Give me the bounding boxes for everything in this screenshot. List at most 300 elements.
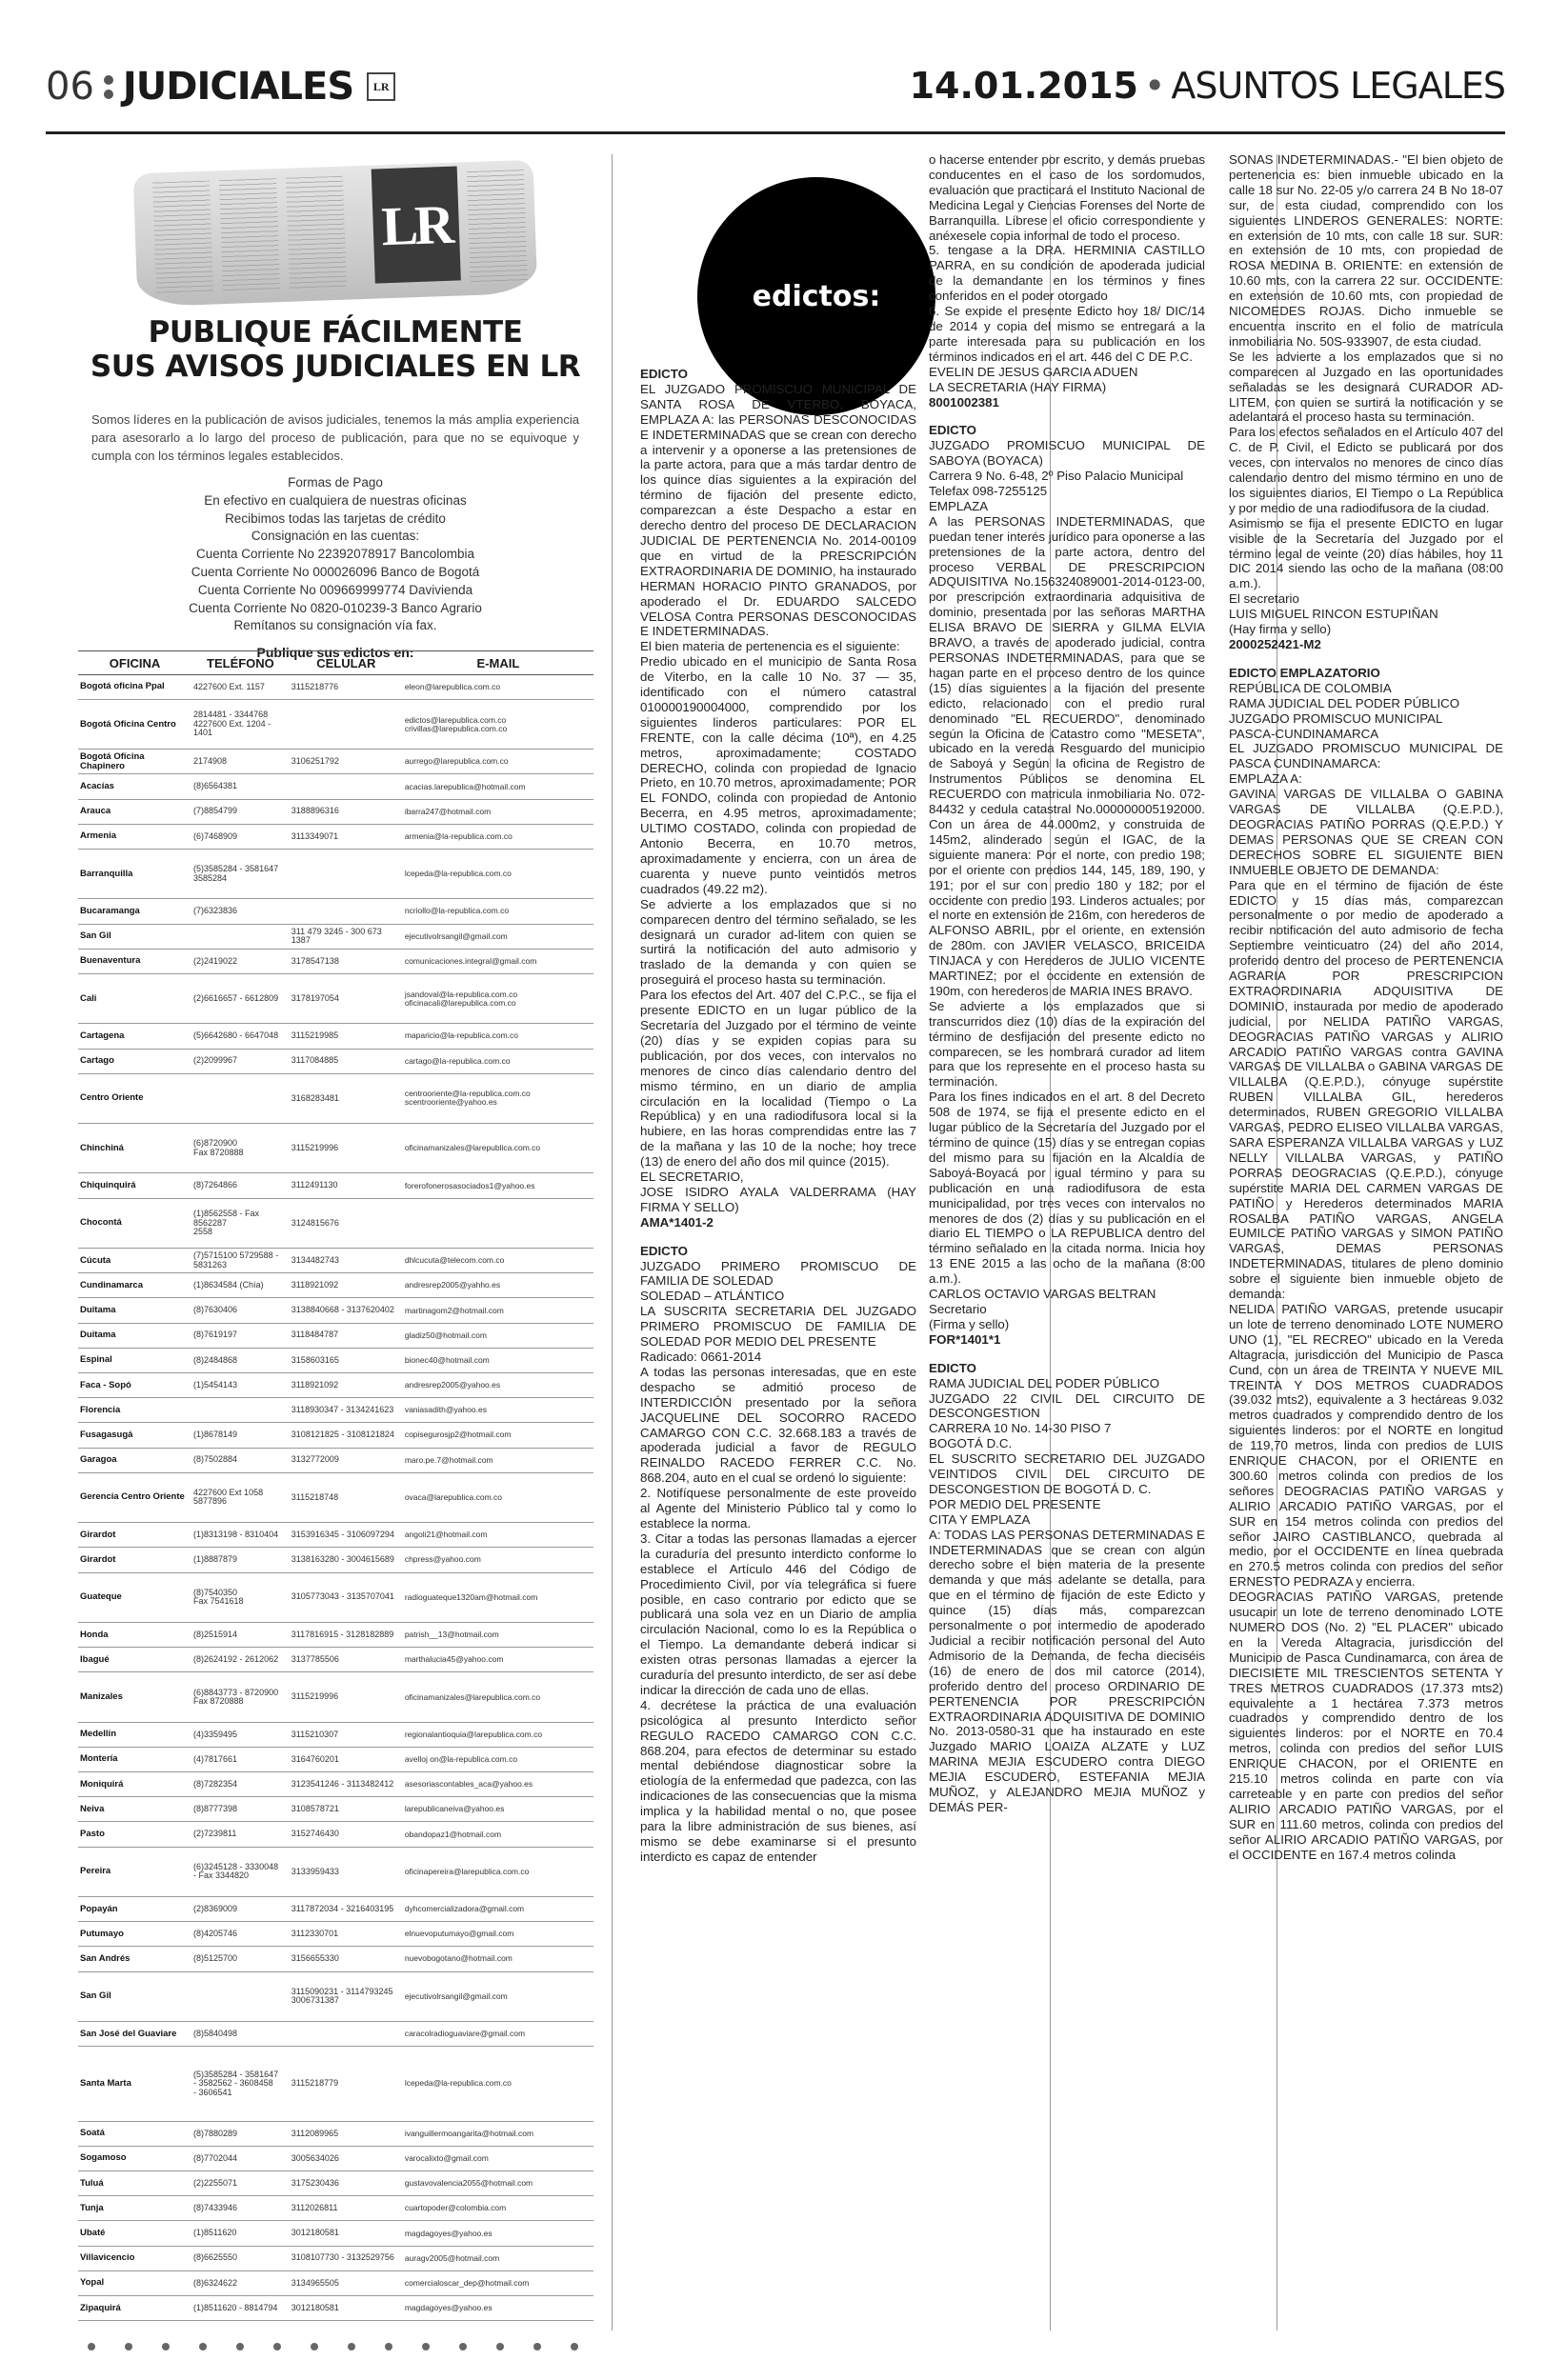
office-name: Duitama: [78, 1298, 191, 1323]
table-row: [78, 1847, 593, 1896]
email: [403, 1198, 593, 1248]
office-name: Cúcuta: [78, 1249, 191, 1273]
email: maro.pe.7@hotmail.com: [403, 1448, 593, 1472]
phone: (8)7433946: [191, 2196, 290, 2221]
edicto-heading: EDICTO EMPLAZATORIO: [1229, 665, 1380, 680]
edicto-paragraph: RAMA JUDICIAL DEL PODER PÚBLICO: [1229, 695, 1460, 710]
edicto-paragraph: Radicado: 0661-2014: [640, 1350, 762, 1364]
table-row: [78, 1672, 593, 1722]
phone: (1)5454143: [191, 1372, 290, 1397]
table-row: [78, 2146, 593, 2170]
header-date-area: [910, 65, 1505, 107]
table-row: [78, 1472, 593, 1522]
table-row: [78, 1448, 593, 1472]
edictos-badge: edictos:: [697, 177, 935, 415]
email: vaniasadith@yahoo.es: [403, 1398, 593, 1423]
mobile: 3156655330: [290, 1947, 403, 1971]
office-name: Soatá: [78, 2121, 191, 2146]
lr-logo-icon: LR: [367, 72, 395, 101]
email: ivanguillermoangarita@hotmail.com: [403, 2121, 593, 2146]
table-row: [78, 1273, 593, 1298]
office-name: Florencia: [78, 1398, 191, 1423]
phone: (8)6324622: [191, 2270, 290, 2295]
phone: (8)5125700: [191, 1947, 290, 1971]
mobile: 3175230436: [290, 2171, 403, 2196]
table-row: [78, 824, 593, 849]
mobile: 3112089965: [290, 2121, 403, 2146]
table-row: [78, 1423, 593, 1448]
mobile: 3115219996: [290, 1124, 403, 1173]
table-row: [78, 1024, 593, 1049]
edicto-paragraph: JUZGADO PRIMERO PROMISCUO DE FAMILIA DE SOLEDAD: [640, 1258, 916, 1289]
email: gustavovalencia2055@hotmail.com: [403, 2171, 593, 2196]
edicto-paragraph: Para que en el término de fijación de éste EDICTO y 15 días más, comparezcan personalmente o por medio de apoderado a recibir notificación del auto admisorio de fecha Septiembre veinticuatro (24) del año 2014, proferido dentro del proceso de PERTENENCIA AGRARIA POR PRESCRIPCION EXTRAORDINARIA ADQUISITIVA DE DOMINIO, instaurada por medio de apoderado judicial, por NELIDA PATIÑO VARGAS, DEOGRACIAS PATIÑO VARGAS y ALIRIO ARCADIO PATIÑO VARGAS contra GAVINA VARGAS DE VILLALBA o GABINA VARGAS DE VILLALBA (Q.E.P.D.), cónyuge supérstite RUBEN VILLALBA GIL, herederos determinados, RUBEN GREGORIO VILLALBA VARGAS, PEDRO ELISEO VILLALBA VARGAS, SARA ESPERANZA VILLALBA VARGAS y LUZ NELLY VILLALBA VARGAS, y PATIÑO PORRAS DEOGRACIAS (Q.E.P.D.), cónyuge supérstite MARIA DEL CARMEN VARGAS DE PATIÑO y Herederos determinados MARIA ROSALBA PATIÑO VARGAS, ANGELA EUMILCE PATIÑO VARGAS y SIMON PATIÑO VARGAS, DEMAS PERSONAS INDETERMINADAS, titulares de pleno dominio sobre el siguiente bien inmueble objeto de demanda:: [1229, 877, 1503, 1302]
office-name: San Andrés: [78, 1947, 191, 1971]
email: cuartopoder@colombia.com: [403, 2196, 593, 2221]
mobile: 3115090231 - 3114793245 3006731387: [290, 1971, 403, 2021]
phone: (2)8369009: [191, 1896, 290, 1921]
table-row: [78, 973, 593, 1023]
advertisement: [78, 167, 593, 660]
phone: (4)3359495: [191, 1722, 290, 1747]
office-name: Arauca: [78, 799, 191, 824]
mobile: 3117084885: [290, 1049, 403, 1073]
table-row: [78, 2171, 593, 2196]
payment-line: Cuenta Corriente No 009669999774 Davivienda: [197, 582, 473, 597]
office-name: San Gil: [78, 924, 191, 949]
email: nuevobogotano@hotmail.com: [403, 1947, 593, 1971]
edicto-paragraph: BOGOTÁ D.C.: [929, 1436, 1013, 1451]
edicto-paragraph: NELIDA PATIÑO VARGAS, pretende usucapir un lote de terreno denominado LOTE NUMERO UNO (1), "EL RECREO" ubicado en la Vereda Altagracia, jurisdicción del Municipio de Pasca Cund, con un área de TREINTA Y NUEVE MIL TREINTA Y DOS METROS CUADRADOS (39.032 mts2), equivalente a 3 hectáreas 9.032 metros cuadrados y comprendido dentro de los siguientes linderos: por el NORTE en longitud de 119,70 metros, linda con predios de LUIS ENRIQUE CHACON, por el ORIENTE en 300.60 metros colinda con predios de los señores DEOGRACIAS PATIÑO VARGAS y ALIRIO ARCADIO PATIÑO VARGAS, por el SUR en 154 metros colinda con predios del señor JAIRO CASTIBLANCO, quebrada al medio, por el OCCIDENTE en línea quebrada en 270.5 metros colinda con predios del señor ERNESTO PEDRAZA y encierra.: [1229, 1301, 1503, 1590]
phone: (2)7239811: [191, 1822, 290, 1847]
bullet-separator: •: [1143, 65, 1166, 107]
payment-line: Cuenta Corriente No 22392078917 Bancolombia: [196, 547, 474, 562]
phone: (8)7880289: [191, 2121, 290, 2146]
email: oficinamanizales@larepublica.com.co: [403, 1672, 593, 1722]
mobile: 3138840668 - 3137620402: [290, 1298, 403, 1323]
edicto-paragraph: RAMA JUDICIAL DEL PODER PÚBLICO: [929, 1375, 1160, 1390]
email: magdagoyes@yahoo.es: [403, 2221, 593, 2246]
mobile: 3134482743: [290, 1249, 403, 1273]
phone: (2)2099967: [191, 1049, 290, 1073]
phone: (8)2624192 - 2612062: [191, 1648, 290, 1672]
mobile: 3115219996: [290, 1672, 403, 1722]
table-row: [78, 924, 593, 949]
newspaper-illustration: [133, 160, 538, 308]
edicto-paragraph: El secretario: [1229, 591, 1299, 607]
email: obandopaz1@hotmail.com: [403, 1822, 593, 1847]
email: avelloj on@la-republica.com.co: [403, 1747, 593, 1771]
edicto-paragraph: JUZGADO PROMISCUO MUNICIPAL DE SABOYA (BOYACA): [929, 438, 1205, 469]
edicto-paragraph: CARRERA 10 No. 14-30 PISO 7: [929, 1421, 1112, 1436]
table-row: [78, 2221, 593, 2246]
phone: [191, 1073, 290, 1123]
table-row: [78, 1548, 593, 1572]
email: cartago@la-republica.com.co: [403, 1049, 593, 1073]
phone: (1)8634584 (Chía): [191, 1273, 290, 1298]
payment-line: Recibimos todas las tarjetas de crédito: [225, 510, 446, 526]
table-row: [78, 849, 593, 898]
table-row: [78, 899, 593, 924]
office-name: Fusagasugá: [78, 1423, 191, 1448]
edicto-paragraph: 6. Se expide el presente Edicto hoy 18/ DIC/14 de 2014 y copia del mismo se entregará a la parte interesada para su publicación en los términos indicados en el art. 446 del C DE P.C.: [929, 304, 1205, 364]
table-row: [78, 1922, 593, 1947]
table-row: [78, 2270, 593, 2295]
office-name: Duitama: [78, 1323, 191, 1348]
edicto-paragraph: PASCA-CUNDINAMARCA: [1229, 726, 1379, 741]
edicto-paragraph: Se les advierte a los emplazados que si no comparecen al Juzgado en las oportunidades señaladas se les designará CURADOR AD-LITEM, con quien se surtirá la notificación y se adelantará el proceso hasta su terminación.: [1229, 349, 1503, 425]
office-name: Tunja: [78, 2196, 191, 2221]
mobile: 3164760201: [290, 1747, 403, 1771]
office-name: Putumayo: [78, 1922, 191, 1947]
phone: (8)2515914: [191, 1622, 290, 1647]
payment-line: Formas de Pago: [288, 475, 383, 490]
ad-title-line-1: PUBLIQUE FÁCILMENTE: [148, 315, 523, 350]
office-name: Bogotá Oficina Chapinero: [78, 750, 191, 774]
phone: (4)7817661: [191, 1747, 290, 1771]
edicto-paragraph: o hacerse entender por escrito, y demás pruebas conducentes en el caso de los sordomudos, evaluación que practicará el Instituto Nacional de Medicina Legal y Ciencias Forenses del Norte de Barranquilla. Líbrese el oficio correspondiente y anéxesele copia informal de todo el proceso.: [929, 152, 1205, 243]
edicto-paragraph: 3. Citar a todas las personas llamadas a ejercer la curaduría del presunto interdicto conforme lo establece el Artículo 446 del Código de Procedimiento Civil, por vía telegráfica si fuere posible, en caso contrario por edicto que se publicará una sola vez en un Diario de amplia circulación Nacional, como lo es la República o el Tiempo. La demandante deberá indicar si existen otras personas llamadas a ejercer la curaduría del presunto interdicto, de ser así debe indicar la dirección de cada uno de ellas.: [640, 1530, 916, 1697]
mobile: 3117816915 - 3128182889: [290, 1622, 403, 1647]
table-row: [78, 750, 593, 774]
table-row: [78, 1747, 593, 1771]
email: asesoriascontables_aca@yahoo.es: [403, 1772, 593, 1797]
mobile: 3152746430: [290, 1822, 403, 1847]
edicto-paragraph: EMPLAZA A:: [1229, 771, 1302, 787]
phone: (8)2484868: [191, 1348, 290, 1372]
email: elnuevoputumayo@gmail.com: [403, 1922, 593, 1947]
office-name: Bogotá Oficina Centro: [78, 699, 191, 749]
email: ovaca@larepublica.com.co: [403, 1472, 593, 1522]
office-name: Bogotá oficina Ppal: [78, 674, 191, 699]
office-name: Girardot: [78, 1523, 191, 1548]
dot-icon: [385, 2343, 392, 2350]
payment-line: Cuenta Corriente No 0820-010239-3 Banco Agrario: [189, 600, 482, 615]
directory-header: TELÉFONO: [191, 651, 290, 675]
edicto-heading: EDICTO: [929, 1360, 976, 1375]
edicto-paragraph: Se advierte a los emplazados que si no comparecen dentro del término señalado, se les designará un curador ad-litem con quien se surtirá la notificación del auto admisorio y traslado de la demanda y con quien se proseguirá el proceso hasta su terminación.: [640, 896, 916, 988]
mobile: 3005634026: [290, 2146, 403, 2170]
phone: (8)6625550: [191, 2246, 290, 2270]
mobile: 3153916345 - 3106097294: [290, 1523, 403, 1548]
directory-header: E-MAIL: [403, 651, 593, 675]
phone: [191, 1398, 290, 1423]
table-row: [78, 1797, 593, 1822]
edicto-paragraph: EVELIN DE JESUS GARCIA ADUEN: [929, 364, 1138, 379]
office-name: Barranquilla: [78, 849, 191, 898]
phone: 2814481 - 3344768 4227600 Ext. 1204 - 1401: [191, 699, 290, 749]
edicto-paragraph: JUZGADO 22 CIVIL DEL CIRCUITO DE DESCONGESTION: [929, 1390, 1205, 1421]
phone: (6)3245128 - 3330048 - Fax 3344820: [191, 1847, 290, 1896]
email: edictos@larepublica.com.co crivillas@larepublica.com.co: [403, 699, 593, 749]
page-header: [46, 57, 1505, 124]
email: dyhcomercializadora@gmail.com: [403, 1896, 593, 1921]
email: lcepeda@la-republica.com.co: [403, 2047, 593, 2122]
edicto-paragraph: Telefax 098-7255125: [929, 484, 1048, 499]
table-row: [78, 1648, 593, 1672]
office-name: Tuluá: [78, 2171, 191, 2196]
table-row: [78, 1398, 593, 1423]
dot-icon: [125, 2343, 132, 2350]
email: marthaluciа45@yahoo.com: [403, 1648, 593, 1672]
edicto-paragraph: 4. decrétese la práctica de una evaluación psicológica al presunto Interdicto señor REGULO RACEDO CAMARGO CON C.C. 868.204, para efectos de determinar su estado mental debiéndose diagnosticar sobre la etiología de la enfermedad que padezca, con las indicaciones de las consecuencias que la misma implica y la habilidad mental o no, que posee para la libre administración de sus bienes, así mismo se debe examinarse si el presunto interdicto es capaz de entender: [640, 1697, 916, 1864]
email: ejecutivolrsangil@gmail.com: [403, 1971, 593, 2021]
office-name: Ubaté: [78, 2221, 191, 2246]
dot-icon: [236, 2343, 244, 2350]
edicto-paragraph: A: TODAS LAS PERSONAS DETERMINADAS E INDETERMINADAS que se crean con algún derecho sobre el bien materia de la presente demanda y que más adelante se detalla, para que en el término de fijación de este Edicto y quince (15) días más, comparezcan personalmente o por intermedio de apoderado Judicial a recibir notificación personal del Auto Admisorio de la Demanda, de fecha dieciséis (16) de enero de dos mil catorce (2014), proferido dentro del proceso ORDINARIO DE PERTENENCIA POR PRESCRIPCIÓN EXTRAORDINARIA ADQUISITIVA DE DOMINIO No. 2013-0580-31 que ha instaurado en este Juzgado MARIO LOAIZA ALZATE y LUZ MARINA MEJIA ESCUDERO contra DIEGO MEJIA ESCUDERO, ESTEFANIA MEJIA MUÑOZ, y ALEJANDRO MEJIA MUÑOZ y DEMÁS PER-: [929, 1527, 1205, 1814]
email: patrish__13@hotmail.com: [403, 1622, 593, 1647]
email: varocalixto@gmail.com: [403, 2146, 593, 2170]
table-row: [78, 1198, 593, 1248]
phone: (8)7702044: [191, 2146, 290, 2170]
mobile: 3133959433: [290, 1847, 403, 1896]
mobile: 3108121825 - 3108121824: [290, 1423, 403, 1448]
table-row: [78, 1822, 593, 1847]
mobile: 3124815676: [290, 1198, 403, 1248]
office-name: Chocontá: [78, 1198, 191, 1248]
email: comercialoscar_dep@hotmail.com: [403, 2270, 593, 2295]
email: jsandoval@la-republica.com.co oficinacali@larepublica.com.co: [403, 973, 593, 1023]
office-name: Ibagué: [78, 1648, 191, 1672]
payment-info: [78, 474, 593, 635]
dot-icon: [459, 2343, 467, 2350]
dot-icon: [496, 2343, 504, 2350]
table-row: [78, 2047, 593, 2122]
mobile: 3134965505: [290, 2270, 403, 2295]
ad-title: [78, 315, 593, 384]
column-divider: [612, 154, 613, 2330]
edicto-paragraph: Asimismo se fija el presente EDICTO en lugar visible de la Secretaría del Juzgado por el término legal de veinte (20) días hábiles, hoy 11 DIC 2014 siendo las ocho de la mañana (08:00 a.m.).: [1229, 515, 1503, 591]
table-row: [78, 674, 593, 699]
table-row: [78, 1372, 593, 1397]
phone: (7)6323836: [191, 899, 290, 924]
publish-heading: Publique sus edictos en:: [256, 645, 414, 661]
edicto-paragraph: Predio ubicado en el municipio de Santa Rosa de Viterbo, en la calle 10 No. 37 — 35, identificado con el número catastral 010000190004000, comprendido por los siguientes linderos particulares: POR EL FRENTE, con la calle décima (10ª), en 4.25 metros, aproximadamente; COSTADO DERECHO, colinda con propiedad de Ignacio Prieto, en 10.70 metros, aproximadamente; POR EL FONDO, colinda con propiedad de Antonio Becerra, en 4.95 metros, aproximadamente; ULTIMO COSTADO, colinda con propiedad de Antonio Becerra, en 10.70 metros, aproximadamente y encierra, con un área de cuarenta y nueve punto veintidós metros cuadrados (49.22 m2).: [640, 654, 916, 896]
edicto-reference: AMA*1401-2: [640, 1214, 714, 1230]
edicto-paragraph: LA SECRETARIA (HAY FIRMA): [929, 379, 1107, 394]
email: radioguateque1320am@hotmail.com: [403, 1572, 593, 1622]
phone: (7)5715100 5729588 - 5831263: [191, 1249, 290, 1273]
table-row: [78, 2021, 593, 2046]
edicto-paragraph: LA SUSCRITA SECRETARIA DEL JUZGADO PRIMERO PROMISCUO DE FAMILIA DE SOLEDAD POR MEDIO DEL PRESENTE: [640, 1304, 916, 1350]
email: oficinapereira@larepublica.com.co: [403, 1847, 593, 1896]
mobile: 3108578721: [290, 1797, 403, 1822]
issue-date: 14.01.2015: [909, 65, 1138, 107]
edicto-heading: EDICTO: [929, 423, 976, 438]
edictos-column-2: [640, 367, 916, 1865]
email: lcepeda@la-republica.com.co: [403, 849, 593, 898]
office-name: Acacías: [78, 774, 191, 799]
office-name: Garagoa: [78, 1448, 191, 1472]
edicto-paragraph: 2. Notifíquese personalmente de este proveído al Agente del Ministerio Público tal y como lo establece la norma.: [640, 1486, 916, 1530]
edicto-paragraph: SONAS INDETERMINADAS.- "El bien objeto de pertenencia es: bien inmueble ubicado en la calle 18 sur No. 22-05 y/o carrera 24 B No 18-07 sur, de esta ciudad, comprendido con los siguientes LINDEROS GENERALES: NORTE: en extensión de 10 mts, con calle 18 sur. SUR: en extensión de 10 mts, con propiedad de ROSA MEDINA B. ORIENTE: en extensión de 10.60 mts, con la carrera 22 sur. OCCIDENTE: en extensión de 10.60 mts, con propiedad de NICOMEDES ROJAS. Dicho inmueble se encuentra inscrito en el folio de matrícula inmobiliaria No. 50S-933907, de esta ciudad.: [1229, 152, 1503, 349]
email: aurrego@larepublica.com.co: [403, 750, 593, 774]
edicto-reference: 8001002381: [929, 394, 999, 410]
header-rule: [46, 131, 1505, 134]
email: auragv2005@hotmail.com: [403, 2246, 593, 2270]
phone: (5)3585284 - 3581647 3585284: [191, 849, 290, 898]
office-name: Armenia: [78, 824, 191, 849]
phone: (8)6564381: [191, 774, 290, 799]
edictos-column-4: [1229, 152, 1503, 1863]
email: maparicio@la-republica.com.co: [403, 1024, 593, 1049]
mobile: [290, 2021, 403, 2046]
table-row: [78, 2246, 593, 2270]
table-row: [78, 1323, 593, 1348]
dot-icon: [422, 2343, 430, 2350]
mobile: 3137785506: [290, 1648, 403, 1672]
email: andresrep2005@yahoo.es: [403, 1372, 593, 1397]
mobile: 3112330701: [290, 1922, 403, 1947]
mobile: 3158603165: [290, 1348, 403, 1372]
edicto-paragraph: CITA Y EMPLAZA: [929, 1511, 1031, 1527]
mobile: [290, 899, 403, 924]
email: ncriollo@la-republica.com.co: [403, 899, 593, 924]
edicto-paragraph: EL SECRETARIO,: [640, 1170, 744, 1185]
edicto-paragraph: EMPLAZA: [929, 498, 989, 513]
section-name: JUDICIALES: [122, 65, 354, 109]
mobile: 3178197054: [290, 973, 403, 1023]
mobile: 3178547138: [290, 949, 403, 973]
edicto-paragraph: (Hay firma y sello): [1229, 622, 1332, 637]
edicto-paragraph: 5. tengase a la DRA. HERMINIA CASTILLO PARRA, en su condición de apoderada judicial de la demandante en los términos y fines conferidos en el poder otorgado: [929, 243, 1205, 304]
mobile: 3106251792: [290, 750, 403, 774]
page-dots: [88, 2343, 578, 2350]
phone: (1)8511620: [191, 2221, 290, 2246]
edicto-paragraph: REPÚBLICA DE COLOMBIA: [1229, 680, 1392, 695]
office-name: Villavicencio: [78, 2246, 191, 2270]
edicto-paragraph: SOLEDAD – ATLÁNTICO: [640, 1289, 785, 1304]
phone: 4227600 Ext. 1157: [191, 674, 290, 699]
office-name: Montería: [78, 1747, 191, 1771]
dot-icon: [273, 2343, 281, 2350]
mobile: 3168283481: [290, 1073, 403, 1123]
phone: (1)8511620 - 8814794: [191, 2295, 290, 2320]
phone: (8)7264866: [191, 1173, 290, 1198]
office-name: Manizales: [78, 1672, 191, 1722]
table-row: [78, 1249, 593, 1273]
dot-icon: [199, 2343, 207, 2350]
dot-icon: [311, 2343, 318, 2350]
separator-dots-icon: [104, 75, 113, 99]
table-row: [78, 949, 593, 973]
edicto-paragraph: JUZGADO PROMISCUO MUNICIPAL: [1229, 710, 1443, 726]
office-name: Gerencia Centro Oriente: [78, 1472, 191, 1522]
edicto-paragraph: Se advierte a los emplazados que si transcurridos diez (10) días de la expiración del término de desfijación del presente edicto no comparecen, se les nombrará curador ad litem para que los represente en el proceso hasta su terminación.: [929, 998, 1205, 1090]
table-row: [78, 1722, 593, 1747]
office-name: Bucaramanga: [78, 899, 191, 924]
office-name: San José del Guaviare: [78, 2021, 191, 2046]
table-row: [78, 774, 593, 799]
table-row: [78, 2295, 593, 2320]
edicto-paragraph: Para los efectos del Art. 407 del C.P.C., se fija el presente EDICTO en un lugar público de la Secretaría del Juzgado por el término de veinte (20) días y se expiden copias para su publicación, por dos veces, con intervalos no menores de cinco días calendario dentro del mismo término, en un diario de amplia circulación en la localidad (Tiempo o La República) y en una radiodifusora local si la hubiere, en las horas comprendidas entre las 7 de la mañana y las 10 de la noche; hoy trece (13) de enero del año dos mil quince (2015).: [640, 988, 916, 1170]
email: acacias.larepublica@hotmail.com: [403, 774, 593, 799]
phone: (8)8777398: [191, 1797, 290, 1822]
email: comunicaciones.integral@gmail.com: [403, 949, 593, 973]
mobile: 3012180581: [290, 2295, 403, 2320]
table-row: [78, 1622, 593, 1647]
edicto-paragraph: Carrera 9 No. 6-48, 2º Piso Palacio Municipal: [929, 469, 1184, 484]
phone: (8)7540350 Fax 7541618: [191, 1572, 290, 1622]
table-row: [78, 799, 593, 824]
table-row: [78, 699, 593, 749]
email: martinagom2@hotmail.com: [403, 1298, 593, 1323]
mobile: 3188896316: [290, 799, 403, 824]
edicto-paragraph: GAVINA VARGAS DE VILLALBA O GABINA VARGAS DE VILLALBA (Q.E.P.D.), DEOGRACIAS PATIÑO PORRAS (Q.E.P.D.) Y DEMAS PERSONAS QUE SE CREAN CON DERECHOS SOBRE EL SIGUIENTE BIEN INMUEBLE OBJETO DE DEMANDA:: [1229, 787, 1503, 877]
payment-line: En efectivo en cualquiera de nuestras oficinas: [204, 492, 467, 508]
email: magdagoyes@yahoo.es: [403, 2295, 593, 2320]
office-name: Buenaventura: [78, 949, 191, 973]
ad-intro: Somos líderes en la publicación de avisos judiciales, tenemos la más amplia experiencia para asesorarlo a lo largo del proceso de publicación, para que no se equivoque y cumpla con los términos legales establecidos.: [91, 412, 579, 463]
office-name: Cartago: [78, 1049, 191, 1073]
office-name: Pereira: [78, 1847, 191, 1896]
mobile: 3113349071: [290, 824, 403, 849]
mobile: 3112491130: [290, 1173, 403, 1198]
payment-line: Remítanos su consignación vía fax.: [233, 618, 437, 633]
email: andresrep2005@yahho.es: [403, 1273, 593, 1298]
edicto-heading: EDICTO: [640, 367, 688, 381]
email: dhlcucuta@telecom.com.co: [403, 1249, 593, 1273]
office-name: Girardot: [78, 1548, 191, 1572]
office-name: Cundinamarca: [78, 1273, 191, 1298]
phone: (6)7468909: [191, 824, 290, 849]
phone: (6)8720900 Fax 8720888: [191, 1124, 290, 1173]
phone: (8)5840498: [191, 2021, 290, 2046]
payment-line: Cuenta Corriente No 000026096 Banco de Bogotá: [191, 564, 480, 579]
mobile: 3132772009: [290, 1448, 403, 1472]
office-name: Cartagena: [78, 1024, 191, 1049]
office-directory: [78, 650, 593, 2321]
office-name: Neiva: [78, 1797, 191, 1822]
office-name: Pasto: [78, 1822, 191, 1847]
ad-title-line-2: SUS AVISOS JUDICIALES EN LR: [90, 350, 581, 384]
edicto-paragraph: LUIS MIGUEL RINCON ESTUPIÑAN: [1229, 607, 1438, 622]
email: regionalantioquia@larepublica.com.co: [403, 1722, 593, 1747]
email: ejecutivolrsangil@gmail.com: [403, 924, 593, 949]
email: larepublicaneiva@yahoo.es: [403, 1797, 593, 1822]
dot-icon: [533, 2343, 541, 2350]
mobile: 3138163280 - 3004615689: [290, 1548, 403, 1572]
office-name: Moniquirá: [78, 1772, 191, 1797]
edicto-paragraph: EL SUSCRITO SECRETARIO DEL JUZGADO VEINTIDOS CIVIL DEL CIRCUITO DE DESCONGESTION DE BOGOTÁ D. C.: [929, 1451, 1205, 1496]
phone: (8)7282354: [191, 1772, 290, 1797]
dot-icon: [88, 2343, 95, 2350]
edicto-paragraph: A las PERSONAS INDETERMINADAS, que puedan tener interés jurídico para oponerse a las pretensiones de la parte actora, dentro del proceso VERBAL DE PRESCRIPCION ADQUISITIVA No.156324089001-2014-0123-00, por prescripción extraordinaria adquisitiva de dominio, presentada por las señoras MARTHA ELISA BRAVO DE SIERRA y GILMA ELVIA BRAVO, a través de apoderado judicial, contra PERSONAS INDETERMINADAS, para que se hagan parte en el proceso dentro de los quince (15) días siguientes a la fijación del presente edicto, relacionado con el predio rural denominado "EL RECUERDO", denominado según la Oficina de Catastro como "MESETA", ubicado en la vereda Resguardo del municipio de Saboyá y Según la oficina de Registro de Instrumentos Públicos se denomina EL RECUERDO con matricula inmobiliaria No. 072-84432 y cedula catastral No.000000005192000. Con un área de 44.000m2, y construida de 145m2, alinderado según el IGAC, de la siguiente manera: Por el norte, con predio 198; por el oriente con predios 144, 145, 189, 190, y 191; por el sur con predio 180 y 182; por el occidente con predio 193. Linderos actuales; por el norte en extensión de 216m, con herederos de ALFONSO ABRIL, por el oriente, en extensión de 280m. con JAVIER VELASCO, BRICEIDA TINJACA y con Herederos de JULIO VICENTE MARTINEZ; por el occidente en extensión de 190m, con herederos de MARIA INES BRAVO.: [929, 513, 1205, 998]
email: chpress@yahoo.com: [403, 1548, 593, 1572]
email: gladiz50@hotmail.com: [403, 1323, 593, 1348]
edicto-paragraph: POR MEDIO DEL PRESENTE: [929, 1496, 1101, 1511]
table-row: [78, 1947, 593, 1971]
edicto-reference: 2000252421-M2: [1229, 637, 1321, 651]
table-row: [78, 1073, 593, 1123]
mobile: 3115218776: [290, 674, 403, 699]
office-name: Honda: [78, 1622, 191, 1647]
directory-header: OFICINA: [78, 651, 191, 675]
mobile: 3118930347 - 3134241623: [290, 1398, 403, 1423]
table-row: [78, 1971, 593, 2021]
edicto-heading: EDICTO: [640, 1243, 688, 1258]
directory-header: CELULAR: [290, 651, 403, 675]
phone: (2)2419022: [191, 949, 290, 973]
office-name: Espinal: [78, 1348, 191, 1372]
edicto-paragraph: EL JUZGADO PROMISCUO MUNICIPAL DE SANTA ROSA DE VTERBO, BOYACA, EMPLAZA A: las PERSONAS DESCONOCIDAS E INDETERMINADAS que se crean con derecho a intervenir y a oponerse a las pretensiones de la parte actora, para que a más tardar dentro de los quince días siguientes a la expiración del término de fijación del presente edicto, comparezcan a éste Despacho a estar en derecho dentro del proceso DE DECLARACION JUDICIAL DE PERTENENCIA No. 2014-00109 que en virtud de la PRESCRIPCIÓN EXTRAORDINARIA DE DOMINIO, ha instaurado HERMAN HORACIO PINTO GRANADOS, por apoderado el Dr. EDUARDO SALCEDO VELOSA Contra PERSONAS DESCONOCIDAS E INDETERMINADAS.: [640, 381, 916, 639]
phone: (2)2255071: [191, 2171, 290, 2196]
table-row: [78, 1049, 593, 1073]
mobile: 3117872034 - 3216403195: [290, 1896, 403, 1921]
table-row: [78, 1572, 593, 1622]
edicto-reference: FOR*1401*1: [929, 1331, 1001, 1347]
table-row: [78, 1173, 593, 1198]
